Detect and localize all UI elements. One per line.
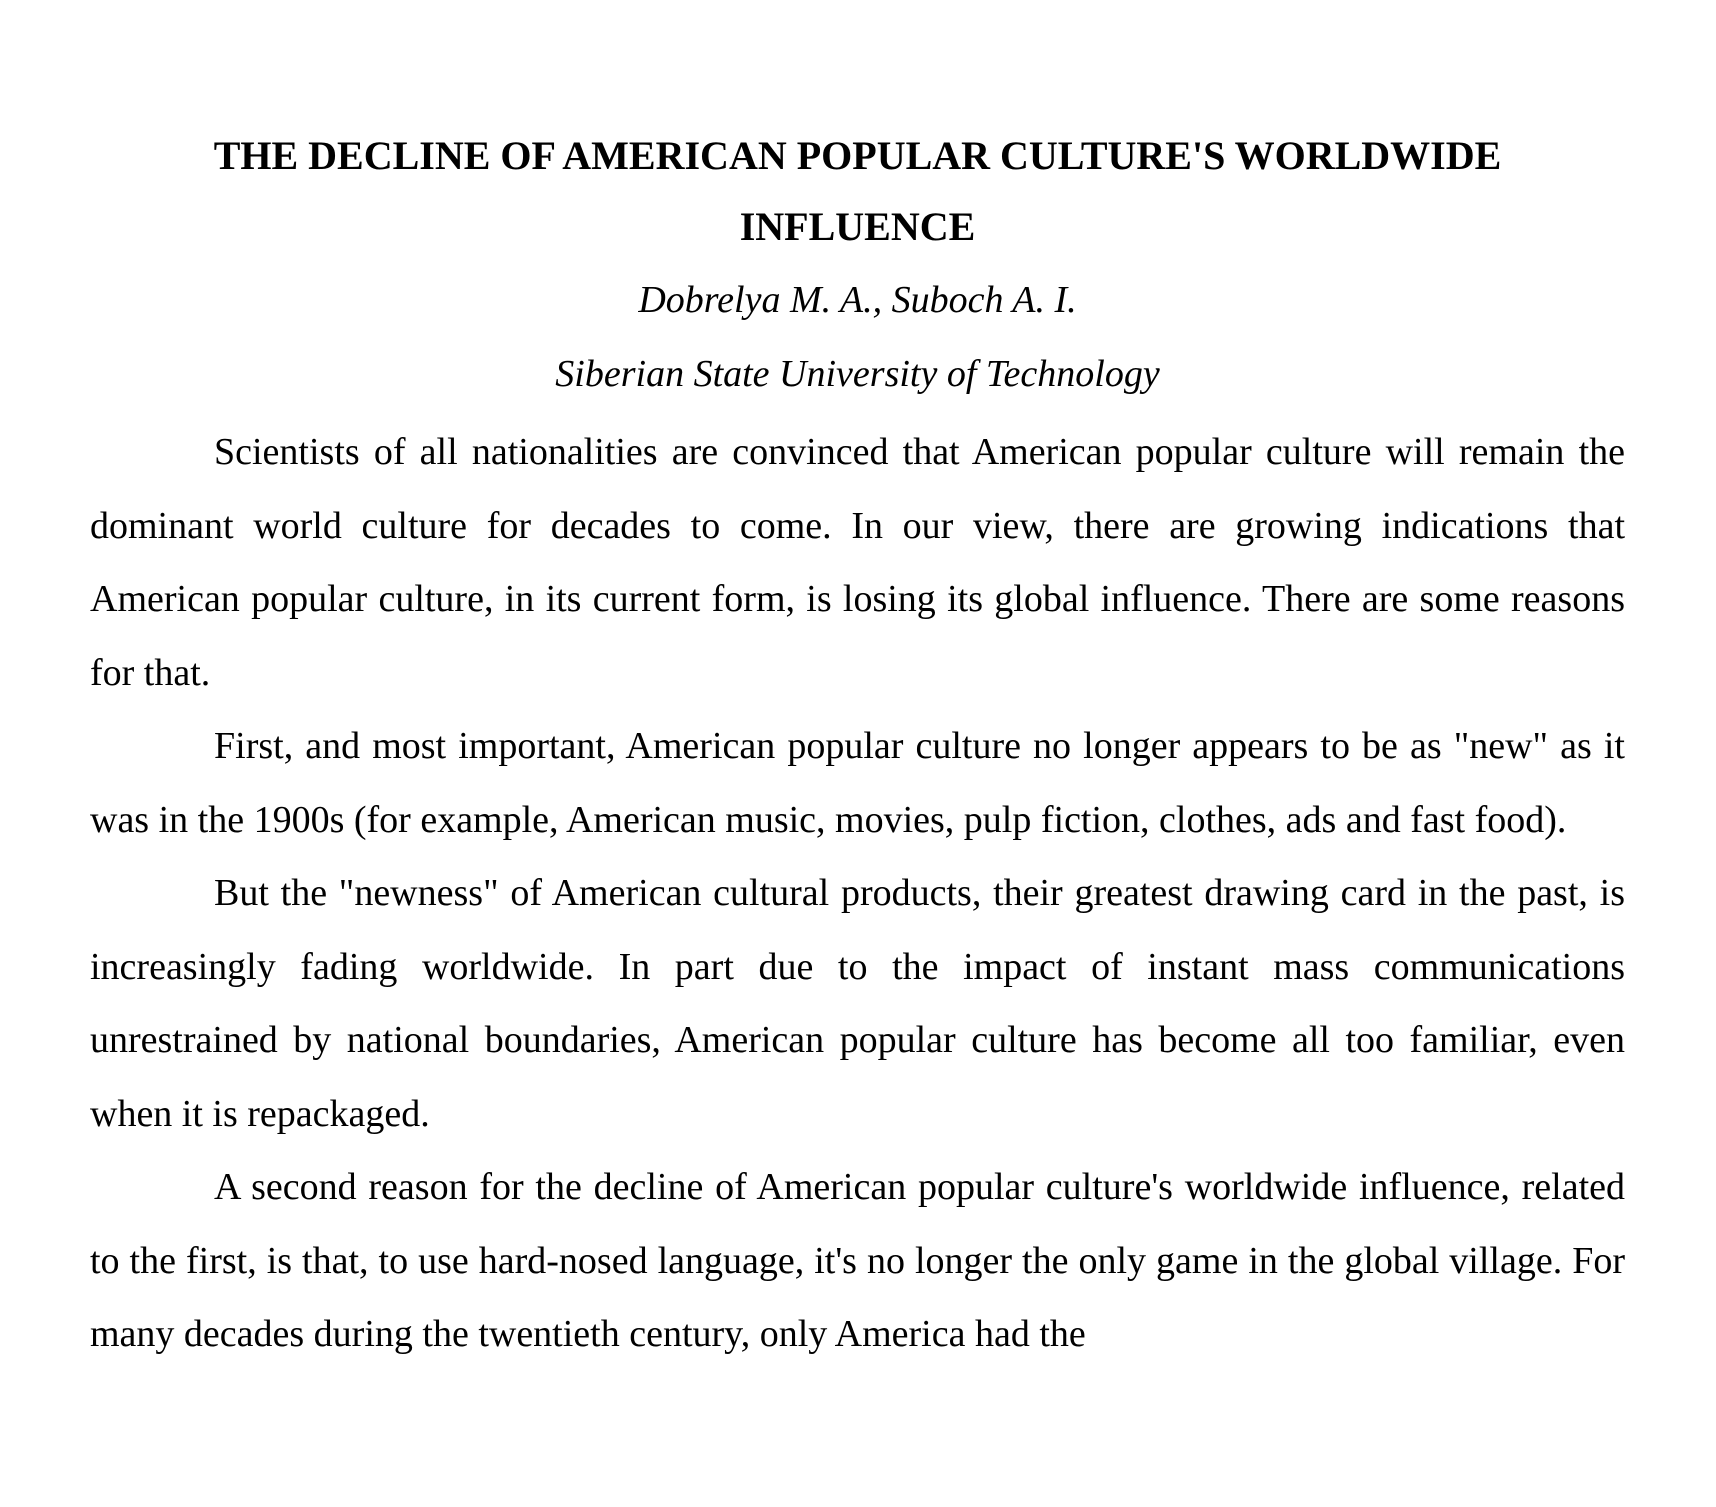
affiliation: Siberian State University of Technology <box>555 353 1160 395</box>
body-text <box>90 416 1625 1372</box>
authors: Dobrelya M. A., Suboch A. I. <box>638 279 1077 321</box>
paragraph-1: Scientists of all nationalities are convinced that American popular culture will remain the dominant world culture for decades to come. In our view, there are growing indications that American popular culture, in its current form, is losing its global influence. There are some reasons for that. <box>90 431 1625 694</box>
paragraph-3: But the "newness" of American cultural products, their greatest drawing card in the past, is increasingly fading worldwide. In part due to the impact of instant mass communications unrestrained by national boundaries, American popular culture has become all too familiar, even when it is repackaged. <box>90 872 1625 1135</box>
paragraph-4: A second reason for the decline of American popular culture's worldwide influence, related to the first, is that, to use hard-nosed language, it's no longer the only game in the global village. For many decades during the twentieth century, only America had the <box>90 1166 1625 1355</box>
title-line-1: THE DECLINE OF AMERICAN POPULAR CULTURE'S WORLDWIDE <box>213 133 1502 178</box>
title-line-2: INFLUENCE <box>739 204 976 249</box>
paragraph-2: First, and most important, American popular culture no longer appears to be as "new" as it was in the 1900s (for example, American music, movies, pulp fiction, clothes, ads and fast food). <box>90 725 1625 841</box>
